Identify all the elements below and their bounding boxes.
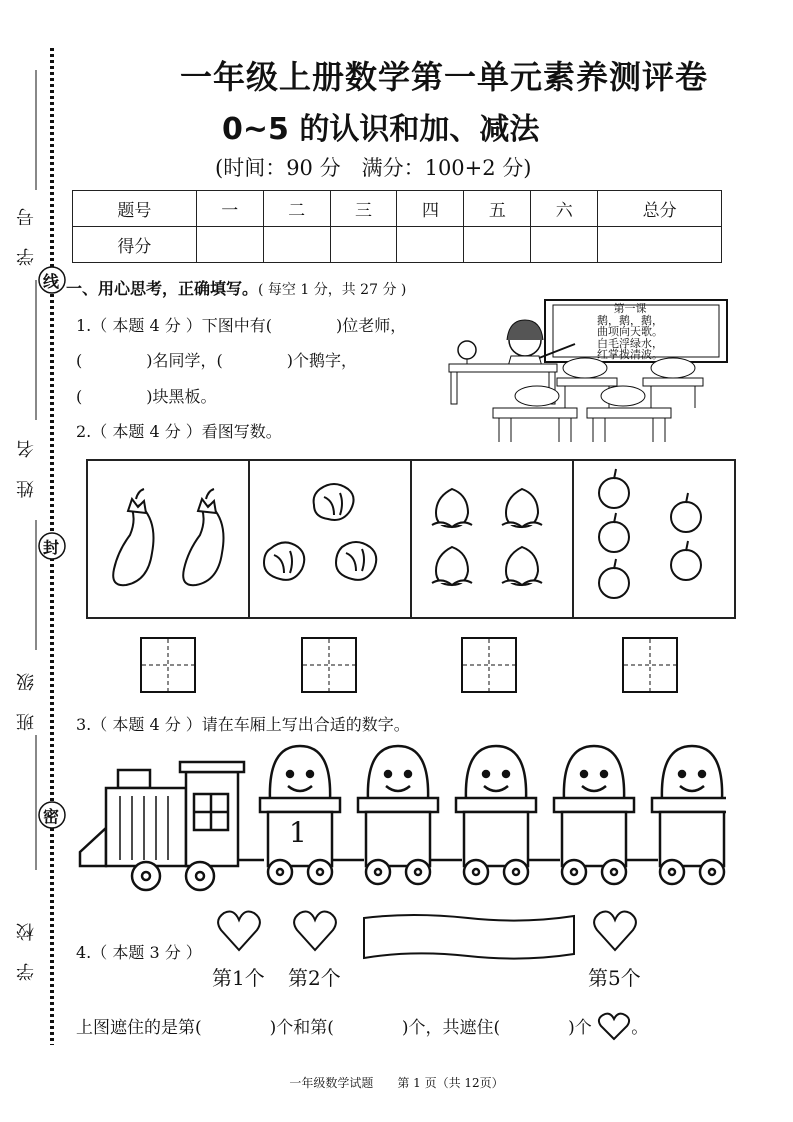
school-label: 学 校 [16,915,37,981]
q4-sentence-end: 。 [631,1018,649,1038]
cabbage-icon [250,461,410,617]
score-cell: 五 [464,191,531,227]
car-hub [317,869,323,875]
q4-sentence [76,1011,648,1041]
q3-label: 3.（ 本题 4 分 ）请在车厢上写出合适的数字。 [76,715,410,734]
car-rim [652,798,726,812]
car-eye [503,771,509,777]
page-subtitle: 0~5 的认识和加、减法 [222,112,540,147]
car-rim [358,798,438,812]
section-heading-text: 一、用心思考，正确填写。 [66,279,259,298]
car-hub [513,869,519,875]
apple-icon [574,461,734,617]
score-input-cell[interactable] [196,227,263,263]
section-heading-note: ( 每空 1 分，共 27 分 ) [258,282,407,298]
car-hub [277,869,283,875]
answer-grid-4[interactable] [622,637,678,693]
score-table-score-row [73,227,722,263]
car-eye [699,771,705,777]
car-body [562,812,626,866]
score-cell: 得分 [73,227,197,263]
apple-panel [572,459,736,619]
student-id-label: 学 号 [16,200,37,266]
blackboard-line: 鹅，鹅，鹅， [597,313,663,327]
car-eye [307,771,313,777]
heart-icon [292,908,338,954]
answer-grid-2[interactable] [301,637,357,693]
section-heading [66,276,406,299]
score-table [72,190,722,263]
eggplant-panel [86,459,250,619]
score-table-header-row [73,191,722,227]
q1-line3: ( )块黑板。 [76,387,217,406]
page-footer: 一年级数学试题 第 1 页（共 12页） [289,1076,504,1090]
train-cars [260,746,726,884]
car-eye [405,771,411,777]
car-hub [375,869,381,875]
score-input-cell[interactable] [464,227,531,263]
heart-icon [597,1011,631,1041]
cover-banner [362,910,576,964]
score-input-cell[interactable] [397,227,464,263]
eggplant-icon [88,461,248,617]
heart-icon [216,908,262,954]
car-body [660,812,724,866]
blackboard-line: 第一课 [613,302,647,315]
q4-label: 4.（ 本题 3 分 ） [76,943,202,962]
score-input-cell[interactable] [531,227,598,263]
car-hub [415,869,421,875]
q2-label: 2.（ 本题 4 分 ）看图写数。 [76,422,282,441]
car-hub [571,869,577,875]
car-eye [679,771,685,777]
score-cell: 总分 [598,191,722,227]
name-label: 姓 名 [16,432,37,498]
seal-xian: 线 [43,272,60,291]
page-title: 一年级上册数学第一单元素养测评卷 [180,58,709,96]
blackboard-line: 白毛浮绿水， [597,336,663,350]
blackboard-line: 曲项向天歌。 [597,325,663,338]
heart-icon [592,908,638,954]
car-eye [581,771,587,777]
seal-feng: 封 [43,538,60,557]
peach-panel [410,459,574,619]
blackboard-line: 红掌拨清波。 [597,348,663,361]
car-rim [260,798,340,812]
car-eye [601,771,607,777]
score-cell: 六 [531,191,598,227]
peach-icon [412,461,572,617]
car-rim [456,798,536,812]
heart-label-second: 第2个 [288,966,341,990]
car-body [366,812,430,866]
class-label: 班 级 [16,665,37,731]
car-eye [287,771,293,777]
score-input-cell[interactable] [263,227,330,263]
car-eye [483,771,489,777]
q4-sentence-text: 上图遮住的是第( )个和第( )个，共遮住( )个 [76,1018,592,1038]
car-hub [669,869,675,875]
score-input-cell[interactable] [598,227,722,263]
heart-label-first: 第1个 [212,966,265,990]
score-cell: 二 [263,191,330,227]
score-cell: 题号 [73,191,197,227]
blackboard-text [565,303,695,361]
car-hub [473,869,479,875]
car-hub [709,869,715,875]
train-illustration [76,742,726,902]
score-cell: 一 [196,191,263,227]
car-rim [554,798,634,812]
exam-meta: (时间：90 分 满分：100+2 分) [215,156,532,180]
q1-line1: 1.（ 本题 4 分 ）下图中有( )位老师， [76,316,407,335]
car-body [464,812,528,866]
seal-mi: 密 [43,807,60,826]
score-cell: 三 [330,191,397,227]
heart-label-fifth: 第5个 [588,966,641,990]
cabbage-panel [248,459,412,619]
score-cell: 四 [397,191,464,227]
q1-line2: ( )名同学，( )个鹅字， [76,351,357,370]
score-input-cell[interactable] [330,227,397,263]
car-hub [611,869,617,875]
answer-grid-3[interactable] [461,637,517,693]
car-1-number: 1 [289,816,307,849]
car-eye [385,771,391,777]
answer-grid-1[interactable] [140,637,196,693]
